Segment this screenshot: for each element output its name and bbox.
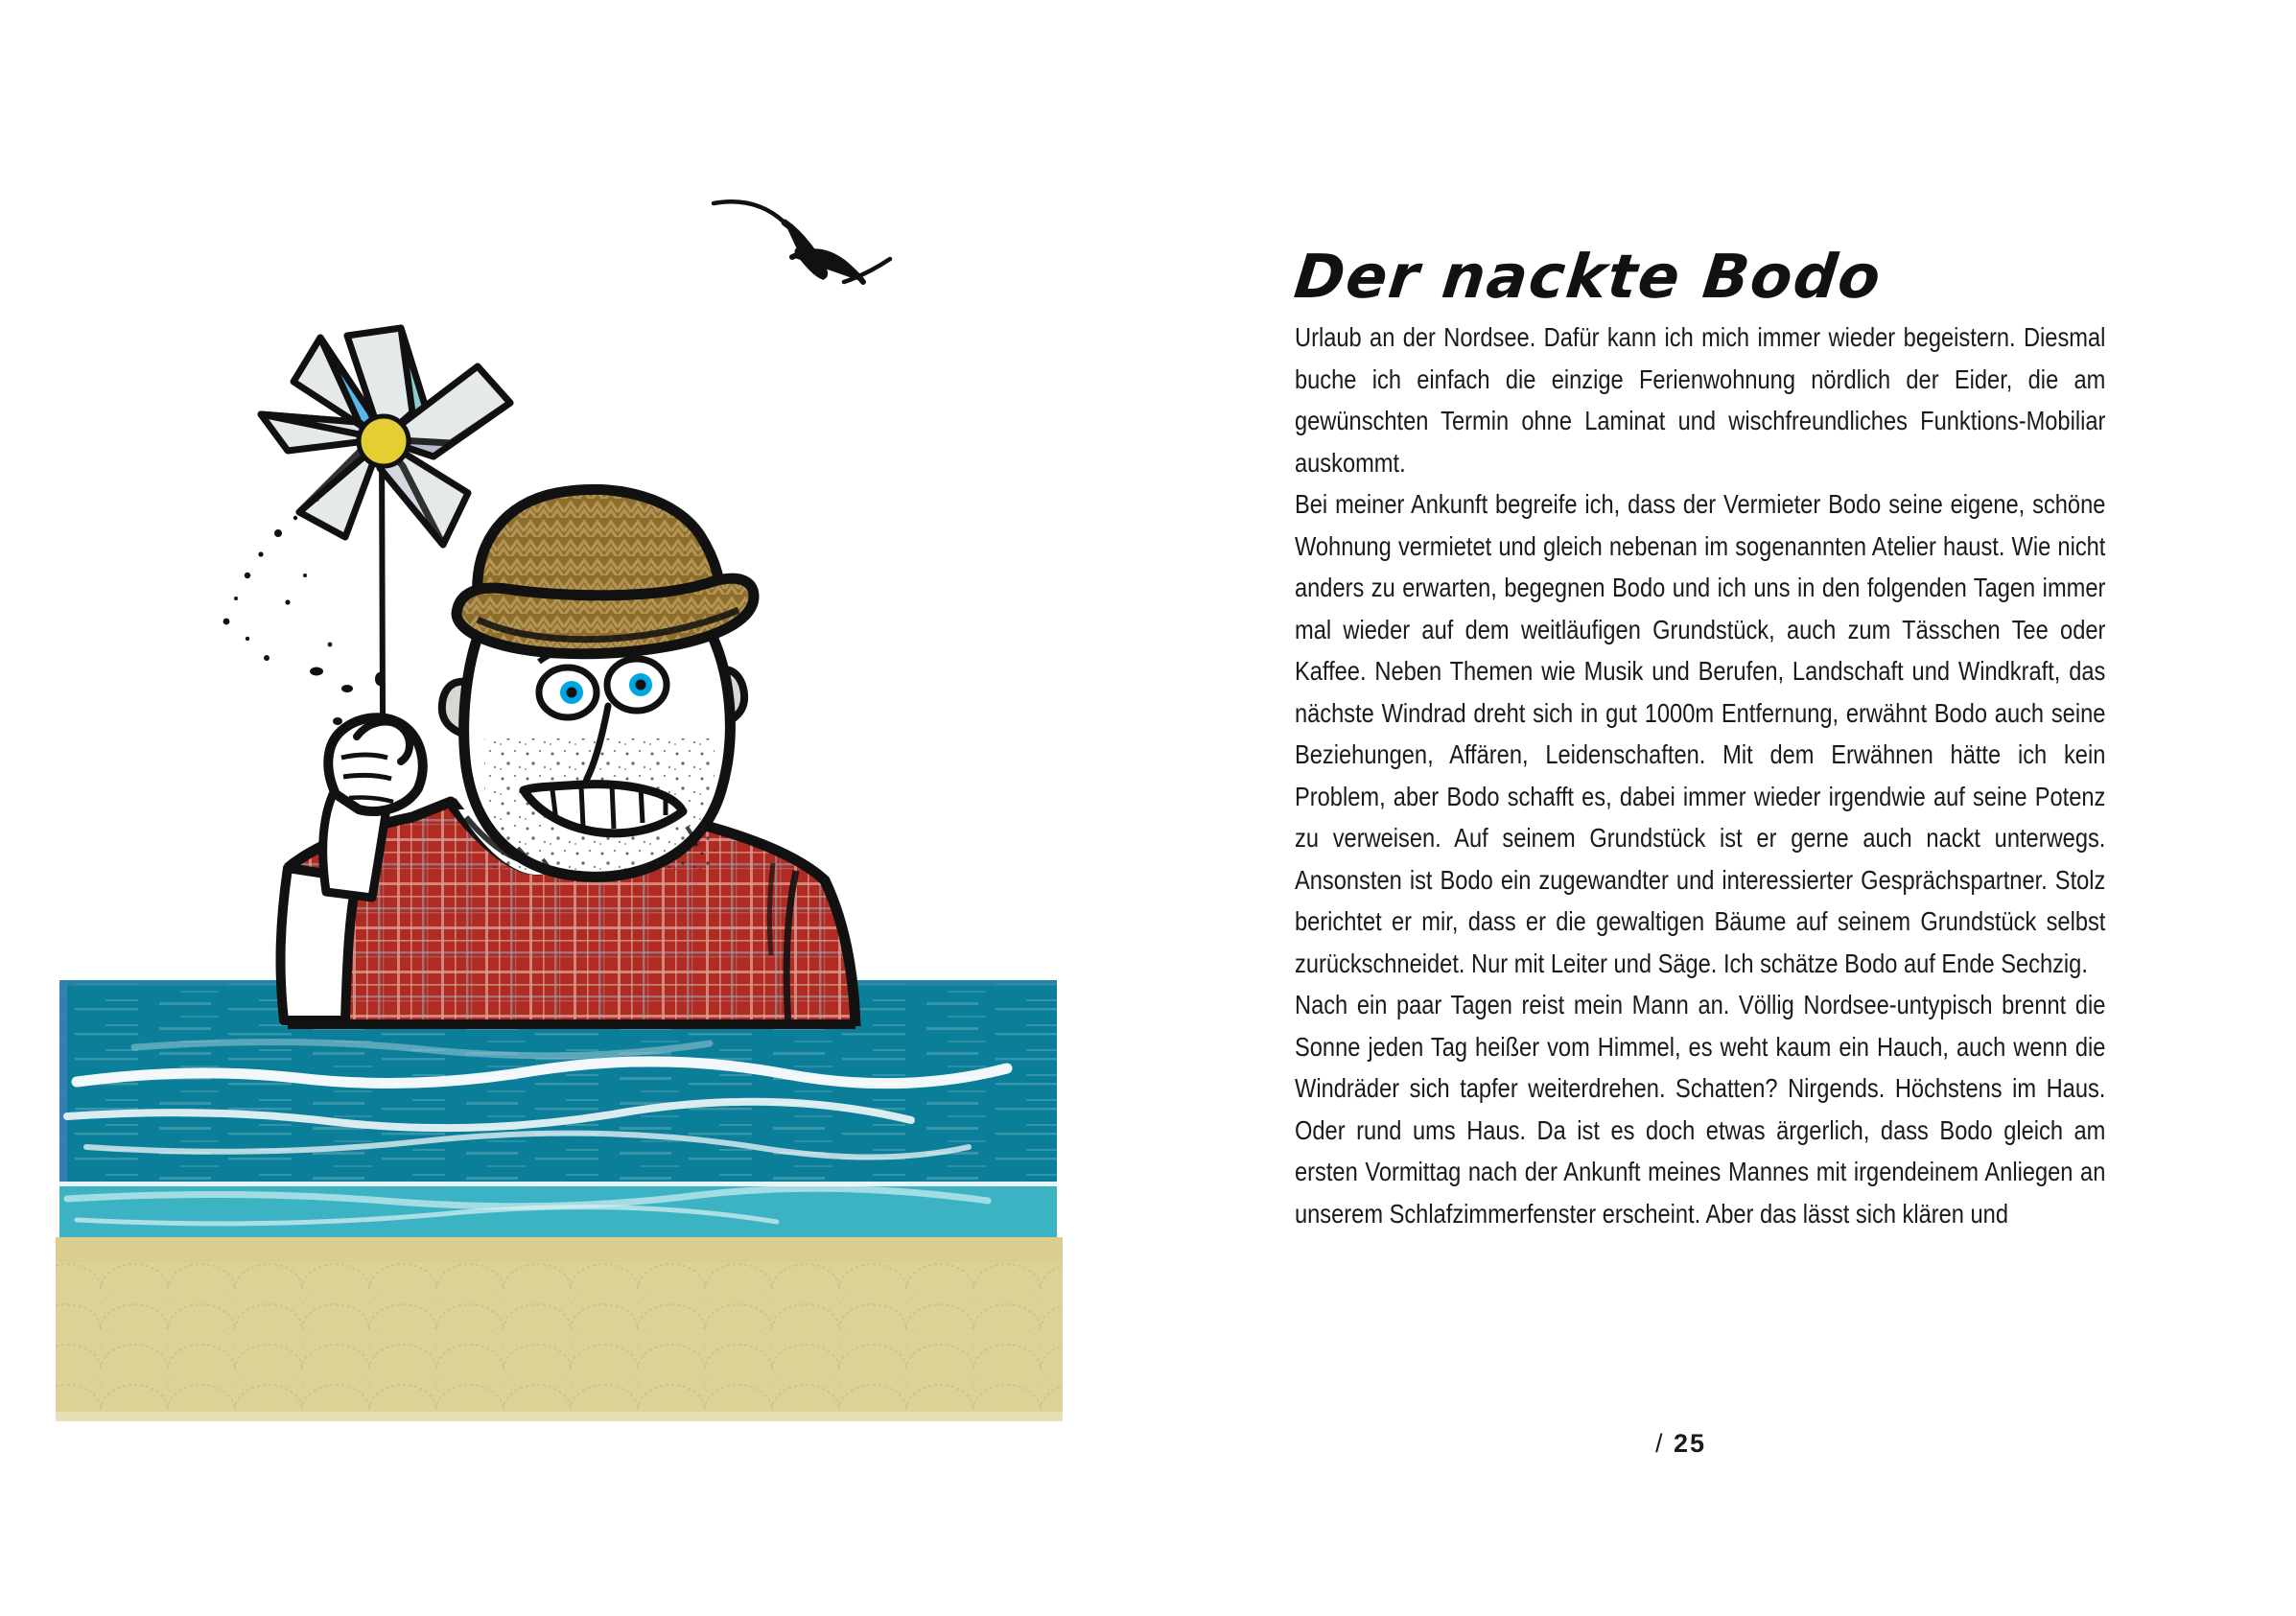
ink-splatter xyxy=(223,496,385,738)
body-paragraph: Urlaub an der Nordsee. Dafür kann ich mich immer wieder begeistern. Diesmal buche ich einfach die einzige Ferienwohnung nördlich der Eider, die am gewünschten Termin ohne Laminat und wischfreundliches Funktions-Mobiliar auskommt. xyxy=(1295,322,2106,478)
seagull-left xyxy=(714,201,825,276)
text-column xyxy=(1276,0,2296,1616)
body-paragraph: Nach ein paar Tagen reist mein Mann an. Völlig Nordsee-untypisch brennt die Sonne jeden Tag heißer vom Himmel, es weht kaum ein Hauch, auch wenn die Windräder sich tapfer weiterdrehen. Schatten? Nirgends. Höchstens im Haus. Oder rund ums Haus. Da ist es doch etwas ärgerlich, dass Bodo gleich am ersten Vormittag nach der Ankunft meines Mannes mit irgendeinem Anliegen an unserem Schlafzimmerfenster erscheint. Aber das lässt sich klären und xyxy=(1295,990,2106,1229)
beach xyxy=(56,1237,1063,1421)
body-paragraph: Bei meiner Ankunft begreife ich, dass der Vermieter Bodo seine eigene, schöne Wohnung vermietet und gleich nebenan im sogenannten Atelier haust. Wie nicht anders zu erwarten, begegnen Bodo und ich uns in den folgenden Tagen immer mal wieder auf dem weitläufigen Grundstück, auch zum Tässchen Tee oder Kaffee. Neben Themen wie Musik und Berufen, Landschaft und Windkraft, das nächste Windrad dreht sich in gut 1000m Entfernung, erwähnt Bodo auch seine Beziehungen, Affären, Leidenschaften. Mit dem Erwähnen hätte ich kein Problem, aber Bodo schafft es, dabei immer wieder irgendwie auf seine Potenz zu verweisen. Auf seinem Grundstück ist er gerne auch nackt unterwegs. Ansonsten ist Bodo ein zugewandter und interessierter Gesprächspartner. Stolz berichtet er mir, dass er die gewaltigen Bäume auf seinem Grundstück selbst zurückschneidet. Nur mit Leiter und Säge. Ich schätze Bodo auf Ende Sechzig. xyxy=(1295,489,2106,978)
chapter-title: Der nackte Bodo xyxy=(1291,242,1886,313)
page-folio xyxy=(1276,1429,2086,1459)
bucket-hat xyxy=(457,490,754,654)
body-text xyxy=(1295,316,2105,1234)
folio-slash: / xyxy=(1654,1429,1665,1458)
folio-number: 25 xyxy=(1673,1429,1707,1458)
